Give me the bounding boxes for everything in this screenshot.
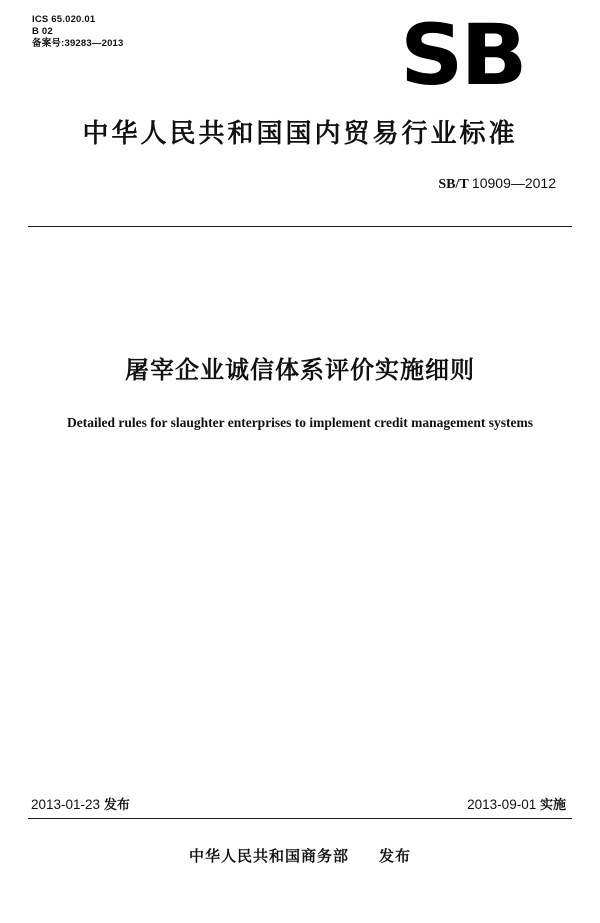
issue-date-block — [31, 796, 130, 815]
publisher-name: 中华人民共和国商务部 — [188, 847, 349, 865]
classification-code: B 02 — [32, 26, 53, 37]
record-number: 备案号:39283—2013 — [32, 38, 124, 49]
document-title-en: Detailed rules for slaughter enterprises to implement credit management systems — [66, 415, 534, 430]
standard-code — [438, 174, 556, 194]
publisher-line — [0, 846, 600, 866]
issue-date: 2013-01-23 — [31, 797, 101, 812]
ics-code: ICS 65.020.01 — [32, 14, 96, 25]
top-divider — [28, 226, 572, 227]
bottom-divider — [28, 818, 572, 819]
document-title-cn: 屠宰企业诚信体系评价实施细则 — [125, 356, 475, 384]
implement-label: 实施 — [539, 798, 566, 813]
standard-code-number: 10909—2012 — [471, 175, 556, 191]
issue-label: 发布 — [103, 798, 130, 813]
standard-code-prefix: SB/T — [438, 177, 469, 192]
implement-date-block — [467, 796, 566, 815]
publisher-action: 发布 — [379, 847, 412, 865]
issuer-title: 中华人民共和国国内贸易行业标准 — [82, 119, 518, 149]
implement-date: 2013-09-01 — [467, 797, 537, 812]
sb-logo: SB — [400, 6, 525, 104]
